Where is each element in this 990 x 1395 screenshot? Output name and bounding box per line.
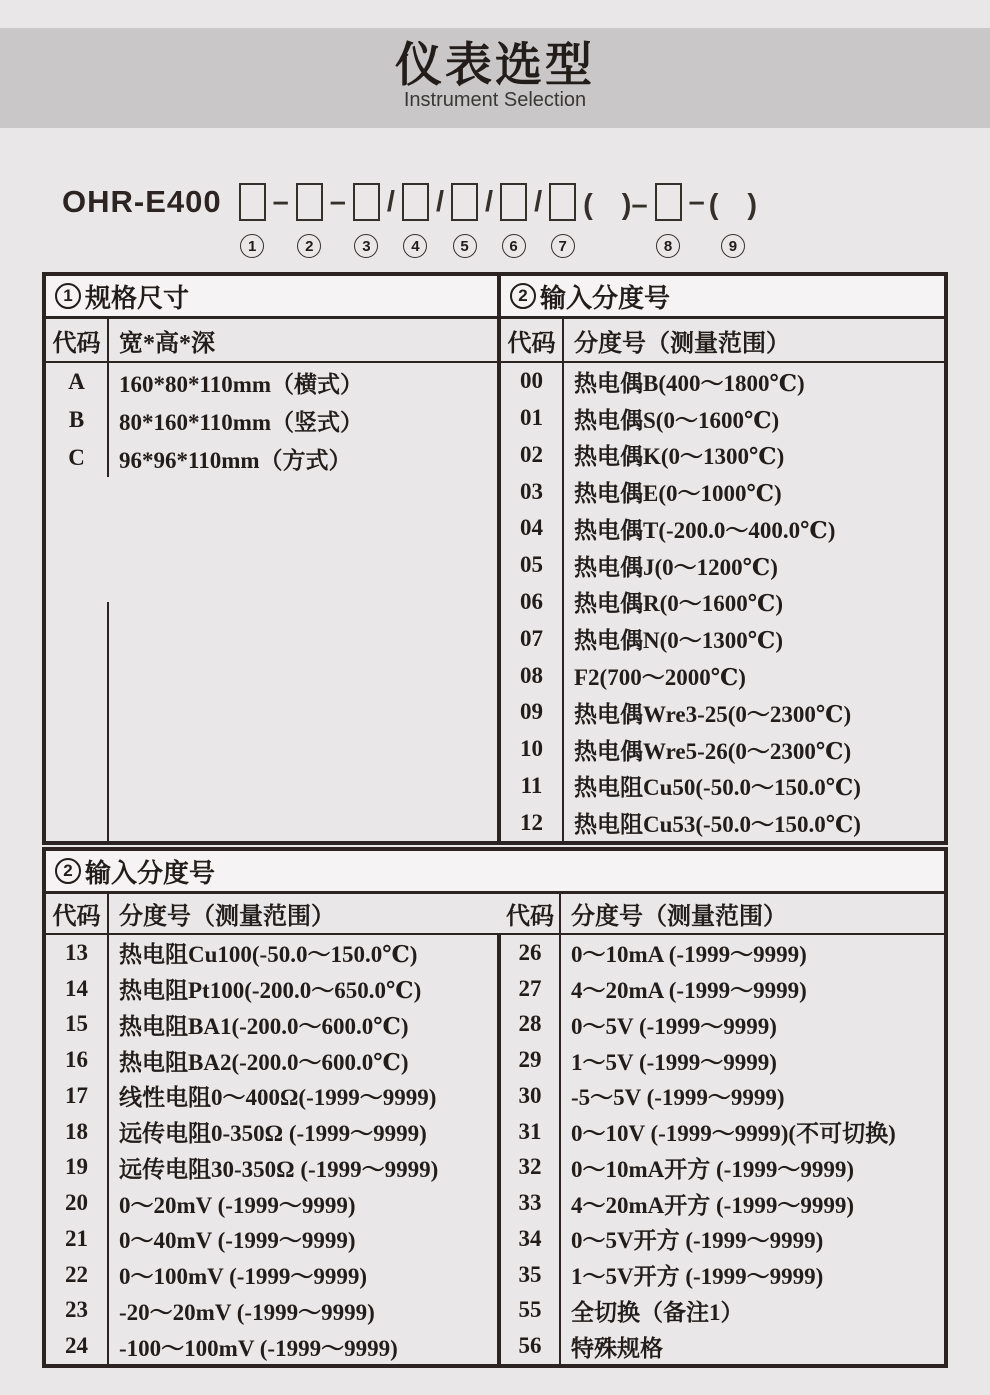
row-code: 05 <box>501 547 564 584</box>
column-header-code: 代码 <box>46 319 109 361</box>
model-placeholder-box <box>353 183 380 221</box>
model-separator: ( )– <box>583 188 648 221</box>
row-code: 03 <box>501 473 564 510</box>
row-desc: 4～20mA开方 (-1999～9999) <box>571 1192 854 1218</box>
row-desc: 热电偶E(0～1000℃) <box>574 481 782 507</box>
table-row <box>46 1042 497 1078</box>
model-placeholder-box <box>296 183 323 221</box>
table-row <box>501 935 944 971</box>
table-row <box>501 1078 944 1114</box>
table-row <box>501 584 944 621</box>
row-desc: 线性电阻0～400Ω(-1999～9999) <box>119 1085 437 1111</box>
model-segment <box>581 180 649 224</box>
spec-size-rows <box>46 363 497 602</box>
row-desc: 1～5V (-1999～9999) <box>571 1049 777 1075</box>
table-row <box>46 1293 497 1329</box>
table-row <box>501 510 944 547</box>
input-graduation-rows <box>501 363 944 841</box>
spec-size-column-header <box>46 319 497 363</box>
model-separator: / <box>534 185 543 218</box>
section-number-icon: 2 <box>510 283 536 309</box>
model-segment-number-icon: 9 <box>721 234 745 258</box>
row-desc: 热电偶K(0～1300℃) <box>574 444 785 470</box>
model-placeholder-box <box>500 183 527 221</box>
empty-filler-row <box>46 602 497 841</box>
table-row <box>501 400 944 437</box>
column-header-desc: 分度号（测量范围） <box>574 330 790 357</box>
row-desc: 0～5V开方 (-1999～9999) <box>571 1228 824 1254</box>
row-desc: 0～10mA (-1999～9999) <box>571 942 807 968</box>
model-segment <box>234 180 271 258</box>
model-segment-top <box>495 180 532 224</box>
row-code: 55 <box>501 1293 561 1329</box>
model-separator: – <box>272 185 289 218</box>
model-segment-top <box>707 180 759 224</box>
model-separator: / <box>386 185 395 218</box>
row-code: 32 <box>501 1150 561 1186</box>
model-segment-top <box>581 180 649 224</box>
input-graduation-table-2 <box>42 847 948 1368</box>
column-header-desc-right: 分度号（测量范围） <box>571 904 787 930</box>
row-code: C <box>46 439 109 477</box>
model-placeholder-box <box>239 183 266 221</box>
row-desc: 热电偶B(400～1800℃) <box>574 370 805 396</box>
row-code: 26 <box>501 935 561 971</box>
row-desc: -20～20mV (-1999～9999) <box>119 1299 375 1325</box>
model-segment <box>544 180 581 258</box>
row-desc: 热电阻Cu50(-50.0～150.0℃) <box>574 775 861 801</box>
model-segment-number-icon: 3 <box>354 234 378 258</box>
column-header-code: 代码 <box>501 319 564 361</box>
table-row <box>46 1257 497 1293</box>
row-desc: 0～20mV (-1999～9999) <box>119 1192 356 1218</box>
column-header-desc: 宽*高*深 <box>119 330 215 357</box>
table-spec-and-input <box>42 272 948 845</box>
row-desc: F2(700～2000℃) <box>574 665 746 690</box>
spec-size-header <box>46 276 497 319</box>
row-code: 13 <box>46 935 109 971</box>
model-segment-number-icon: 5 <box>453 234 477 258</box>
row-desc: 特殊规格 <box>571 1335 663 1361</box>
table-row <box>501 473 944 510</box>
table-row <box>501 363 944 400</box>
row-desc: 热电偶Wre3-25(0～2300℃) <box>574 701 852 727</box>
table-row <box>46 1328 497 1364</box>
model-segment-top <box>483 180 495 224</box>
row-desc: 热电偶S(0～1600℃) <box>574 407 780 433</box>
row-code: 33 <box>501 1185 561 1221</box>
model-segment-top <box>348 180 385 224</box>
model-segment-top <box>650 180 687 224</box>
row-code: 09 <box>501 694 564 731</box>
table-row <box>501 804 944 841</box>
model-segment-top <box>434 180 446 224</box>
row-desc: 0～10mA开方 (-1999～9999) <box>571 1156 854 1182</box>
row-desc: 1～5V开方 (-1999～9999) <box>571 1264 824 1290</box>
row-code: 18 <box>46 1114 109 1150</box>
model-segment-top <box>544 180 581 224</box>
table-row <box>46 401 497 439</box>
model-segment-number-icon: 4 <box>403 234 427 258</box>
row-desc: 80*160*110mm（竖式） <box>119 409 364 435</box>
row-desc: 热电偶N(0～1300℃) <box>574 628 783 654</box>
row-code: 12 <box>501 804 564 841</box>
table-row <box>46 1185 497 1221</box>
row-code: 28 <box>501 1007 561 1043</box>
row-desc: 热电阻Cu100(-50.0～150.0℃) <box>119 942 418 968</box>
table-row <box>501 657 944 694</box>
input-graduation-table-1 <box>501 276 944 841</box>
section-title: 输入分度号 <box>85 858 216 888</box>
row-desc: 远传电阻30-350Ω (-1999～9999) <box>119 1156 439 1182</box>
model-segment-top <box>291 180 328 224</box>
row-desc: 160*80*110mm（横式） <box>119 371 364 397</box>
row-desc: 热电偶J(0～1200℃) <box>574 554 778 580</box>
table-row <box>501 1293 944 1329</box>
row-desc: 96*96*110mm（方式） <box>119 447 352 473</box>
model-segment <box>328 180 348 224</box>
input-graduation-header <box>501 276 944 319</box>
row-code: 23 <box>46 1293 109 1329</box>
row-code: 24 <box>46 1328 109 1364</box>
section-title: 规格尺寸 <box>85 283 190 313</box>
row-code: 17 <box>46 1078 109 1114</box>
table-row <box>46 439 497 477</box>
table-row <box>46 363 497 401</box>
row-code: 14 <box>46 971 109 1007</box>
row-code: 02 <box>501 437 564 474</box>
model-segment <box>397 180 434 258</box>
table-row <box>501 731 944 768</box>
table-row <box>46 935 497 971</box>
table-row <box>501 1042 944 1078</box>
table-row <box>46 1078 497 1114</box>
model-segment <box>348 180 385 258</box>
model-segment <box>687 180 707 224</box>
model-segment <box>532 180 544 224</box>
row-code: 22 <box>46 1257 109 1293</box>
model-separator: / <box>485 185 494 218</box>
row-desc: 0～5V (-1999～9999) <box>571 1013 777 1039</box>
filler-code-cell <box>46 602 109 841</box>
row-desc: 热电阻Cu53(-50.0～150.0℃) <box>574 812 861 838</box>
row-code: 16 <box>46 1042 109 1078</box>
model-segment <box>291 180 328 258</box>
model-segment-top <box>234 180 271 224</box>
model-separator: – <box>688 185 705 218</box>
model-separator: ( ) <box>708 188 758 221</box>
table-row <box>501 547 944 584</box>
row-code: B <box>46 401 109 439</box>
table-row <box>501 767 944 804</box>
row-code: 00 <box>501 363 564 400</box>
column-header-code-left: 代码 <box>46 894 109 933</box>
model-segment <box>434 180 446 224</box>
row-code: 29 <box>501 1042 561 1078</box>
row-desc: 热电阻BA2(-200.0～600.0℃) <box>119 1049 409 1075</box>
table-row <box>46 1007 497 1043</box>
section-number-icon: 1 <box>55 283 81 309</box>
section-number-icon: 2 <box>55 858 81 884</box>
table-row <box>501 694 944 731</box>
model-segment-number-icon: 2 <box>297 234 321 258</box>
row-code: 35 <box>501 1257 561 1293</box>
table-row <box>46 1114 497 1150</box>
model-placeholder-box <box>402 183 429 221</box>
row-code: 30 <box>501 1078 561 1114</box>
input-graduation-column-header-2 <box>46 894 944 935</box>
model-segment-number-icon: 8 <box>656 234 680 258</box>
row-desc: 热电偶T(-200.0～400.0℃) <box>574 517 836 543</box>
table-row <box>501 1185 944 1221</box>
table-row <box>501 1221 944 1257</box>
row-code: 19 <box>46 1150 109 1186</box>
model-segment-top <box>385 180 397 224</box>
row-code: 04 <box>501 510 564 547</box>
row-code: 34 <box>501 1221 561 1257</box>
row-desc: -100～100mV (-1999～9999) <box>119 1335 398 1361</box>
row-desc: 远传电阻0-350Ω (-1999～9999) <box>119 1121 427 1147</box>
model-prefix: OHR-E400 <box>62 184 222 219</box>
model-separator: – <box>329 185 346 218</box>
table-row <box>46 1150 497 1186</box>
model-segment <box>446 180 483 258</box>
row-desc: 热电偶Wre5-26(0～2300℃) <box>574 738 852 764</box>
model-placeholder-box <box>655 183 682 221</box>
column-header-code-right: 代码 <box>501 894 561 933</box>
row-desc: 4～20mA (-1999～9999) <box>571 978 807 1004</box>
row-desc: 热电阻BA1(-200.0～600.0℃) <box>119 1013 409 1039</box>
model-segment <box>483 180 495 224</box>
table-row <box>501 620 944 657</box>
table-row <box>501 1114 944 1150</box>
row-desc: 全切换（备注1） <box>571 1299 744 1325</box>
row-code: 21 <box>46 1221 109 1257</box>
row-code: 15 <box>46 1007 109 1043</box>
selection-tables <box>42 272 948 1368</box>
row-code: 06 <box>501 584 564 621</box>
row-code: 08 <box>501 657 564 694</box>
model-placeholder-box <box>549 183 576 221</box>
title-band <box>0 28 990 128</box>
page-title: 仪表选型 <box>395 38 595 91</box>
row-desc: 热电偶R(0～1600℃) <box>574 591 783 617</box>
table-row <box>501 1328 944 1364</box>
row-code: 56 <box>501 1328 561 1364</box>
row-desc: 热电阻Pt100(-200.0～650.0℃) <box>119 978 422 1004</box>
page-subtitle: Instrument Selection <box>403 89 587 111</box>
row-code: 11 <box>501 767 564 804</box>
row-desc: -5～5V (-1999～9999) <box>571 1085 785 1111</box>
section-title: 输入分度号 <box>540 283 671 313</box>
row-code: 31 <box>501 1114 561 1150</box>
model-segment-top <box>687 180 707 224</box>
model-segment-number-icon: 7 <box>551 234 575 258</box>
row-code: 27 <box>501 971 561 1007</box>
model-segment-number-icon: 1 <box>240 234 264 258</box>
input-graduation-header-2 <box>46 851 944 894</box>
table-row <box>501 1257 944 1293</box>
table-row <box>501 1007 944 1043</box>
table-row <box>46 971 497 1007</box>
model-separator: / <box>435 185 445 218</box>
row-code: 20 <box>46 1185 109 1221</box>
model-segment <box>271 180 291 224</box>
spec-size-table <box>46 276 501 841</box>
input-graduation-rows-left <box>46 935 497 1364</box>
table-row <box>501 1150 944 1186</box>
model-segment-top <box>532 180 544 224</box>
table-row <box>501 437 944 474</box>
input-graduation-column-header <box>501 319 944 363</box>
model-segment <box>385 180 397 224</box>
model-segment-top <box>328 180 348 224</box>
model-placeholder-box <box>451 183 478 221</box>
row-code: 07 <box>501 620 564 657</box>
model-segment-number-icon: 6 <box>502 234 526 258</box>
table-row <box>46 1221 497 1257</box>
model-segments <box>234 180 759 258</box>
page <box>0 28 990 1395</box>
input-graduation-data <box>46 935 944 1364</box>
model-code-line <box>62 180 990 258</box>
model-segment-top <box>446 180 483 224</box>
row-code: 10 <box>501 731 564 768</box>
model-segment-top <box>397 180 434 224</box>
model-segment-top <box>271 180 291 224</box>
filler-desc-cell <box>109 602 497 841</box>
row-desc: 0～10V (-1999～9999)(不可切换) <box>571 1121 896 1147</box>
model-segment <box>495 180 532 258</box>
row-desc: 0～40mV (-1999～9999) <box>119 1228 356 1254</box>
model-segment <box>707 180 759 258</box>
input-graduation-rows-right <box>497 935 944 1364</box>
table-row <box>501 971 944 1007</box>
row-desc: 0～100mV (-1999～9999) <box>119 1264 368 1290</box>
row-code: A <box>46 363 109 401</box>
column-header-desc-left: 分度号（测量范围） <box>119 904 335 930</box>
model-segment <box>650 180 687 258</box>
row-code: 01 <box>501 400 564 437</box>
